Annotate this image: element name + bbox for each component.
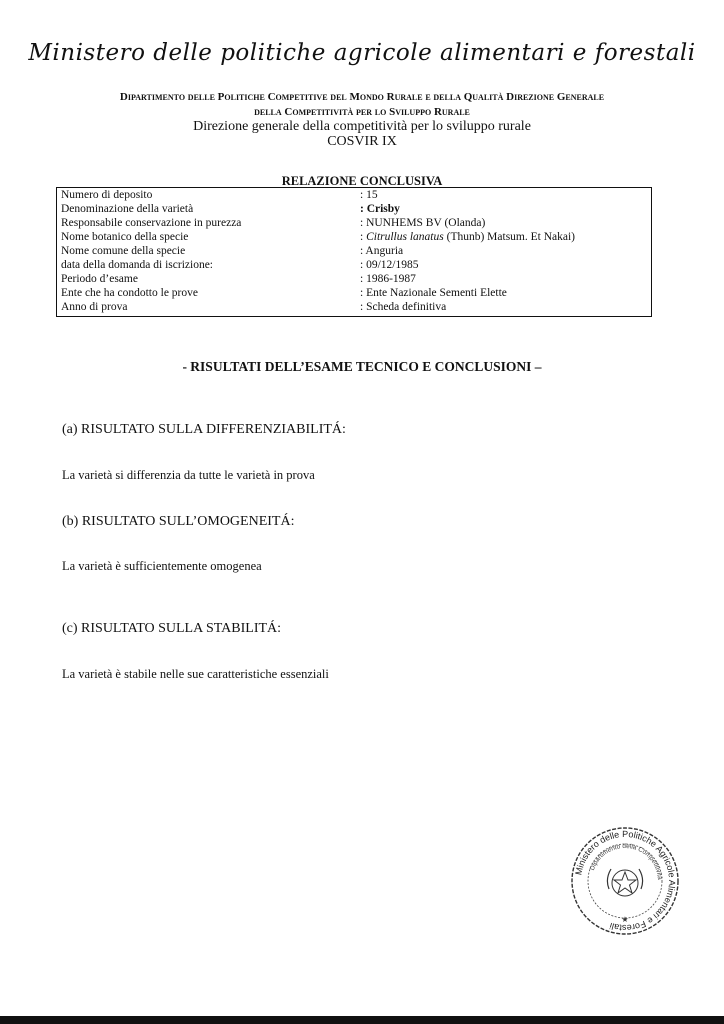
svg-text:★: ★: [621, 915, 629, 924]
report-title: RELAZIONE CONCLUSIVA: [281, 174, 443, 188]
results-heading: - RISULTATI DELL’ESAME TECNICO E CONCLUSIONI –: [182, 359, 542, 374]
info-value: : NUNHEMS BV (Olanda): [360, 217, 486, 229]
info-row-maintainer: [57, 217, 651, 231]
svg-text:Ministero delle Politiche Agri: Ministero delle Politiche Agricole Alimentari e Forestali: [573, 828, 678, 934]
variety-info-table: [56, 187, 652, 317]
info-row-exam-period: [57, 273, 651, 287]
department-line-2: della Competitività per lo Sviluppo Rurale: [254, 106, 470, 118]
info-label: Responsabile conservazione in purezza: [61, 217, 242, 229]
ministry-title: Ministero delle politiche agricole alimentari e forestali: [28, 40, 696, 66]
info-label: Ente che ha condotto le prove: [61, 287, 198, 299]
svg-text:Dipartimento della Competitivi: Dipartimento della Competitività: [588, 842, 664, 881]
info-row-deposit: [57, 189, 651, 203]
info-value: : Crisby: [360, 203, 400, 215]
info-label: Numero di deposito: [61, 189, 153, 201]
info-value: : 09/12/1985: [360, 259, 419, 271]
info-value: : Ente Nazionale Sementi Elette: [360, 287, 507, 299]
office-code: COSVIR IX: [327, 134, 397, 149]
section-distinctness-text: La varietà si differenzia da tutte le varietà in prova: [62, 468, 315, 482]
info-label: data della domanda di iscrizione:: [61, 259, 213, 271]
info-row-variety-name: [57, 203, 651, 217]
info-label: Denominazione della varietà: [61, 203, 194, 215]
info-value: : 15: [360, 189, 378, 201]
info-value: [360, 231, 575, 245]
info-row-trial-year: [57, 301, 651, 315]
department-line-1: Dipartimento delle Politiche Competitive del Mondo Rurale e della Qualità Direzione Generale: [119, 91, 605, 103]
info-value: : 1986-1987: [360, 273, 416, 285]
section-uniformity-text: La varietà è sufficientemente omogenea: [62, 559, 262, 573]
info-row-application-date: [57, 259, 651, 273]
section-stability-text: La varietà è stabile nelle sue caratteristiche essenziali: [62, 667, 329, 681]
directorate-block: [0, 119, 724, 149]
department-heading: [40, 90, 684, 120]
info-row-testing-body: [57, 287, 651, 301]
info-value-italic: Citrullus lanatus: [366, 231, 444, 243]
page-bottom-edge: [0, 1016, 724, 1024]
section-stability-heading: (c) RISULTATO SULLA STABILITÁ:: [62, 621, 282, 636]
info-value-prefix: :: [360, 231, 367, 243]
info-value: : Anguria: [360, 245, 404, 257]
info-value-rest: (Thunb) Matsum. Et Nakai): [443, 231, 575, 243]
directorate-name: Direzione generale della competitività per lo sviluppo rurale: [193, 119, 531, 134]
info-label: Nome botanico della specie: [61, 231, 189, 243]
info-label: Anno di prova: [61, 301, 128, 313]
info-label: Nome comune della specie: [61, 245, 186, 257]
info-value: : Scheda definitiva: [360, 301, 447, 313]
info-row-botanical-name: [57, 231, 651, 245]
section-uniformity-heading: (b) RISULTATO SULL’OMOGENEITÁ:: [62, 514, 295, 529]
ministry-seal-icon: [570, 826, 680, 936]
info-label: Periodo d’esame: [61, 273, 138, 285]
info-row-common-name: [57, 245, 651, 259]
section-distinctness-heading: (a) RISULTATO SULLA DIFFERENZIABILITÁ:: [62, 422, 346, 437]
